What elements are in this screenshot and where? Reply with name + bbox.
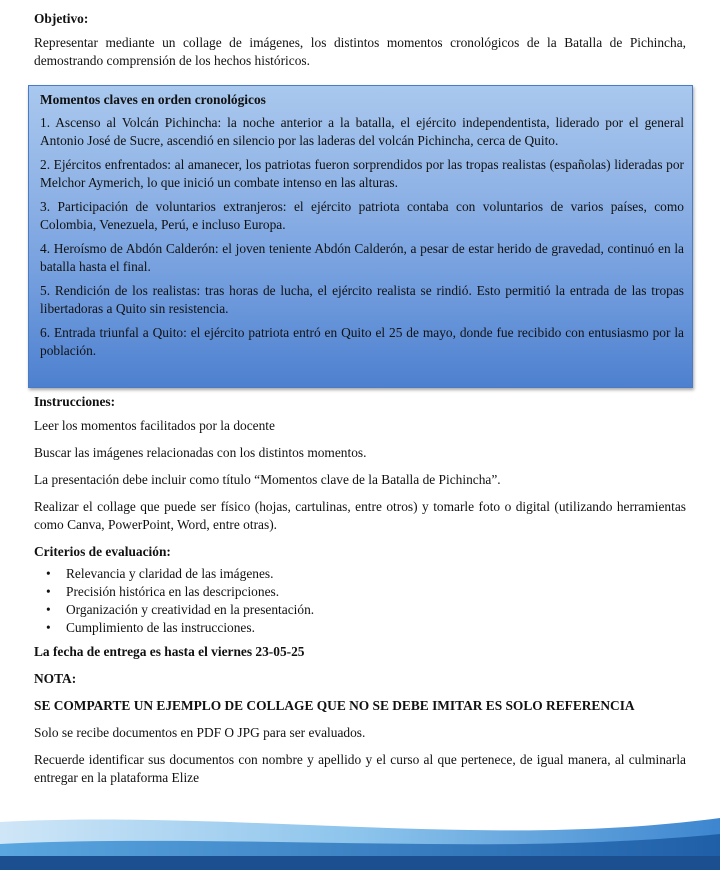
instruction-item: Buscar las imágenes relacionadas con los distintos momentos. xyxy=(34,445,367,460)
objective-text: Representar mediante un collage de imágenes, los distintos momentos cronológicos de la Batalla de Pichincha, demostrando comprensión de los hechos históricos. xyxy=(34,35,686,68)
moment-item: 4. Heroísmo de Abdón Calderón: el joven teniente Abdón Calderón, a pesar de estar herido de gravedad, continuó en la batalla hasta el final. xyxy=(40,241,684,274)
moment-item: 5. Rendición de los realistas: tras horas de lucha, el ejército realista se rindió. Esto permitió la entrada de las tropas libertadoras a Quito sin resistencia. xyxy=(40,283,684,316)
moment-item: 2. Ejércitos enfrentados: al amanecer, los patriotas fueron sorprendidos por las tropas realistas (españolas) lideradas por Melchor Aymerich, lo que inició un combate intenso en las alturas. xyxy=(40,157,684,190)
criteria-item: • Organización y creatividad en la presentación. xyxy=(66,601,686,619)
instructions-heading: Instrucciones: xyxy=(34,394,116,409)
closing-note: Recuerde identificar sus documentos con nombre y apellido y el curso al que pertenece, de igual manera, al culminarla entregar en la plataforma Elize xyxy=(34,752,686,785)
instruction-item: Leer los momentos facilitados por la docente xyxy=(34,418,275,433)
key-moments-box xyxy=(28,85,693,388)
instruction-item: La presentación debe incluir como título “Momentos clave de la Batalla de Pichincha”. xyxy=(34,472,501,487)
criteria-item: • Cumplimiento de las instrucciones. xyxy=(66,619,686,637)
key-moments-title: Momentos claves en orden cronológicos xyxy=(40,92,266,107)
moment-item: 6. Entrada triunfal a Quito: el ejército patriota entró en Quito el 25 de mayo, donde fue recibido con entusiasmo por la población. xyxy=(40,325,684,358)
footer-wave-decoration xyxy=(0,800,720,870)
criteria-item: • Relevancia y claridad de las imágenes. xyxy=(66,565,686,583)
note-heading: NOTA: xyxy=(34,671,77,686)
note-caps: SE COMPARTE UN EJEMPLO DE COLLAGE QUE NO SE DEBE IMITAR ES SOLO REFERENCIA xyxy=(34,698,635,713)
moment-item: 3. Participación de voluntarios extranjeros: el ejército patriota contaba con voluntarios de varios países, como Colombia, Venezuela, Perú, e incluso Europa. xyxy=(40,199,684,232)
format-note: Solo se recibe documentos en PDF O JPG para ser evaluados. xyxy=(34,725,366,740)
criteria-list xyxy=(34,565,686,637)
due-date: La fecha de entrega es hasta el viernes 23-05-25 xyxy=(34,644,305,659)
criteria-heading: Criterios de evaluación: xyxy=(34,544,171,559)
objective-section xyxy=(34,10,686,70)
moment-item: 1. Ascenso al Volcán Pichincha: la noche anterior a la batalla, el ejército independentista, liderado por el general Antonio José de Sucre, ascendió en silencio por las laderas del volcán Pichincha, cerca de Quito. xyxy=(40,115,684,148)
criteria-item: • Precisión histórica en las descripciones. xyxy=(66,583,686,601)
instruction-item: Realizar el collage que puede ser físico (hojas, cartulinas, entre otros) y tomarle foto o digital (utilizando herramientas como Canva, PowerPoint, Word, entre otras). xyxy=(34,499,686,532)
instructions-section xyxy=(34,393,686,787)
objective-heading: Objetivo: xyxy=(34,11,89,26)
